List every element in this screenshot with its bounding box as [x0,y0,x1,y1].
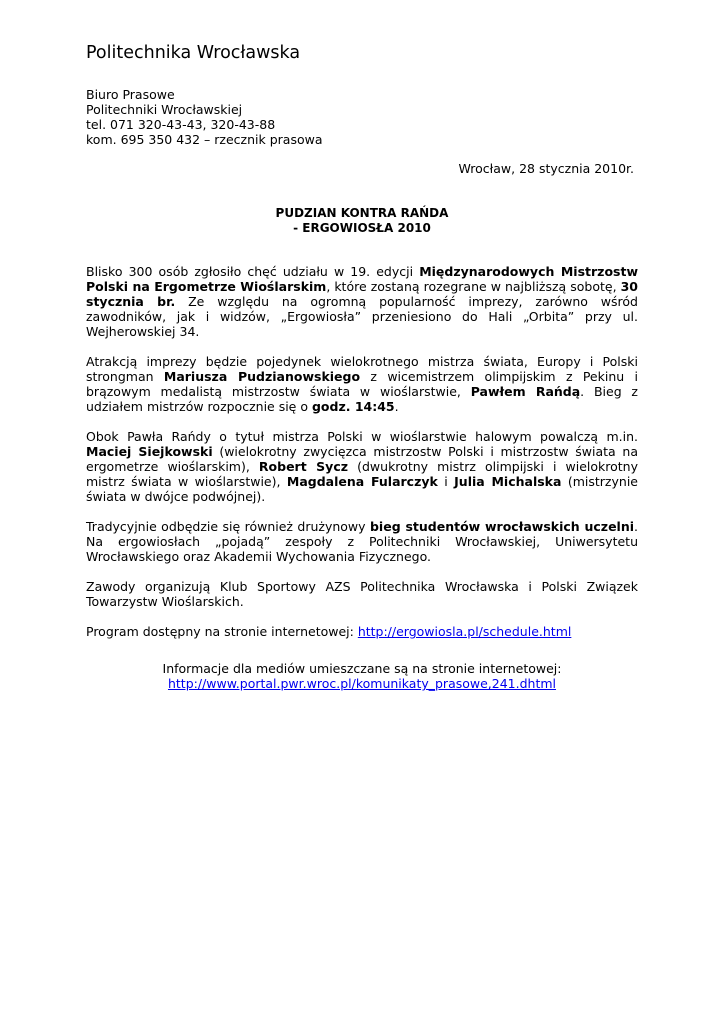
text-span: , które zostaną rozegrane w najbliższą sobotę, [326,279,621,294]
text-span: (dwukrotny mistrz olimpijski i wielokrotny mistrz świata w wioślarstwie), [86,459,638,489]
contact-line-phone: tel. 071 320-43-43, 320-43-88 [86,117,276,132]
bold-student-race: bieg studentów wrocławskich uczelni [369,519,635,534]
text-span: Obok Pawła Rańdy o tytuł mistrza Polski w wioślarstwie halowym powalczą m.in. [86,429,638,444]
text-span: Zawody organizują Klub Sportowy AZS Politechnika Wrocławska i Polski Związek Towarzystw Wioślarskich. [86,579,638,609]
headline-line-2: - ERGOWIOSŁA 2010 [293,220,431,235]
organization-title: Politechnika Wrocławska [86,43,301,63]
article-body [86,264,638,706]
bold-event-name: Międzynarodowych Mistrzostw Polski na Ergometrze Wioślarskim [86,264,638,294]
bold-athlete-name: Maciej Siejkowski [86,444,213,459]
bold-event-date: 30 stycznia br. [86,279,638,309]
text-span: . Na ergowiosłach „pojadą” zespoły z Politechniki Wrocławskiej, Uniwersytetu Wrocławskiego oraz Akademii Wychowania Fizycznego. [86,519,639,564]
bold-athlete-name: Julia Michalska [454,474,562,489]
paragraph-students [86,519,638,564]
release-date: Wrocław, 28 stycznia 2010r. [458,161,634,176]
media-info-text: Informacje dla mediów umieszczane są na stronie internetowej: [162,661,562,676]
contact-block [86,87,323,147]
bold-athlete-name: Robert Sycz [258,459,349,474]
paragraph-competitors [86,429,638,504]
text-span: i [437,474,455,489]
headline [86,206,638,235]
paragraph-intro [86,264,638,339]
text-span: . Bieg z udziałem mistrzów rozpocznie się o [86,384,638,414]
bold-athlete-name: Mariusza Pudzianowskiego [163,369,361,384]
contact-line-university: Politechniki Wrocławskiej [86,102,243,117]
text-span: z wicemistrzem olimpijskim z Pekinu i brązowym medalistą mistrzostw świata w wioślarstwie, [86,369,638,399]
contact-line-office: Biuro Prasowe [86,87,175,102]
text-span: Program dostępny na stronie internetowej: [86,624,358,639]
contact-line-mobile: kom. 695 350 432 – rzecznik prasowa [86,132,323,147]
paragraph-duel [86,354,638,414]
paragraph-organizers [86,579,638,609]
media-portal-link[interactable]: http://www.portal.pwr.wroc.pl/komunikaty_prasowe,241.dhtml [167,676,557,691]
paragraph-media-info [86,661,638,691]
text-span: Blisko 300 osób zgłosiło chęć udziału w 19. edycji [86,264,420,279]
text-span: Ze względu na ogromną popularność imprezy, zarówno wśród zawodników, jak i widzów, „Ergowiosła” przeniesiono do Hali „Orbita” przy ul. Wejherowskiej 34. [86,294,638,339]
bold-athlete-name: Magdalena Fularczyk [286,474,438,489]
headline-line-1: PUDZIAN KONTRA RAŃDA [275,206,449,220]
text-span: Atrakcją imprezy będzie pojedynek wielokrotnego mistrza świata, Europy i Polski strongman [86,354,638,384]
program-link[interactable]: http://ergowiosla.pl/schedule.html [357,624,572,639]
text-span: . [394,399,399,414]
text-span: (wielokrotny zwycięzca mistrzostw Polski i mistrzostw świata na ergometrze wioślarskim), [86,444,638,474]
bold-start-time: godz. 14:45 [311,399,395,414]
text-span: Tradycyjnie odbędzie się również drużynowy [86,519,370,534]
bold-athlete-name: Pawłem Rańdą [470,384,581,399]
paragraph-program [86,624,638,639]
text-span: (mistrzynie świata w dwójce podwójnej). [86,474,638,504]
